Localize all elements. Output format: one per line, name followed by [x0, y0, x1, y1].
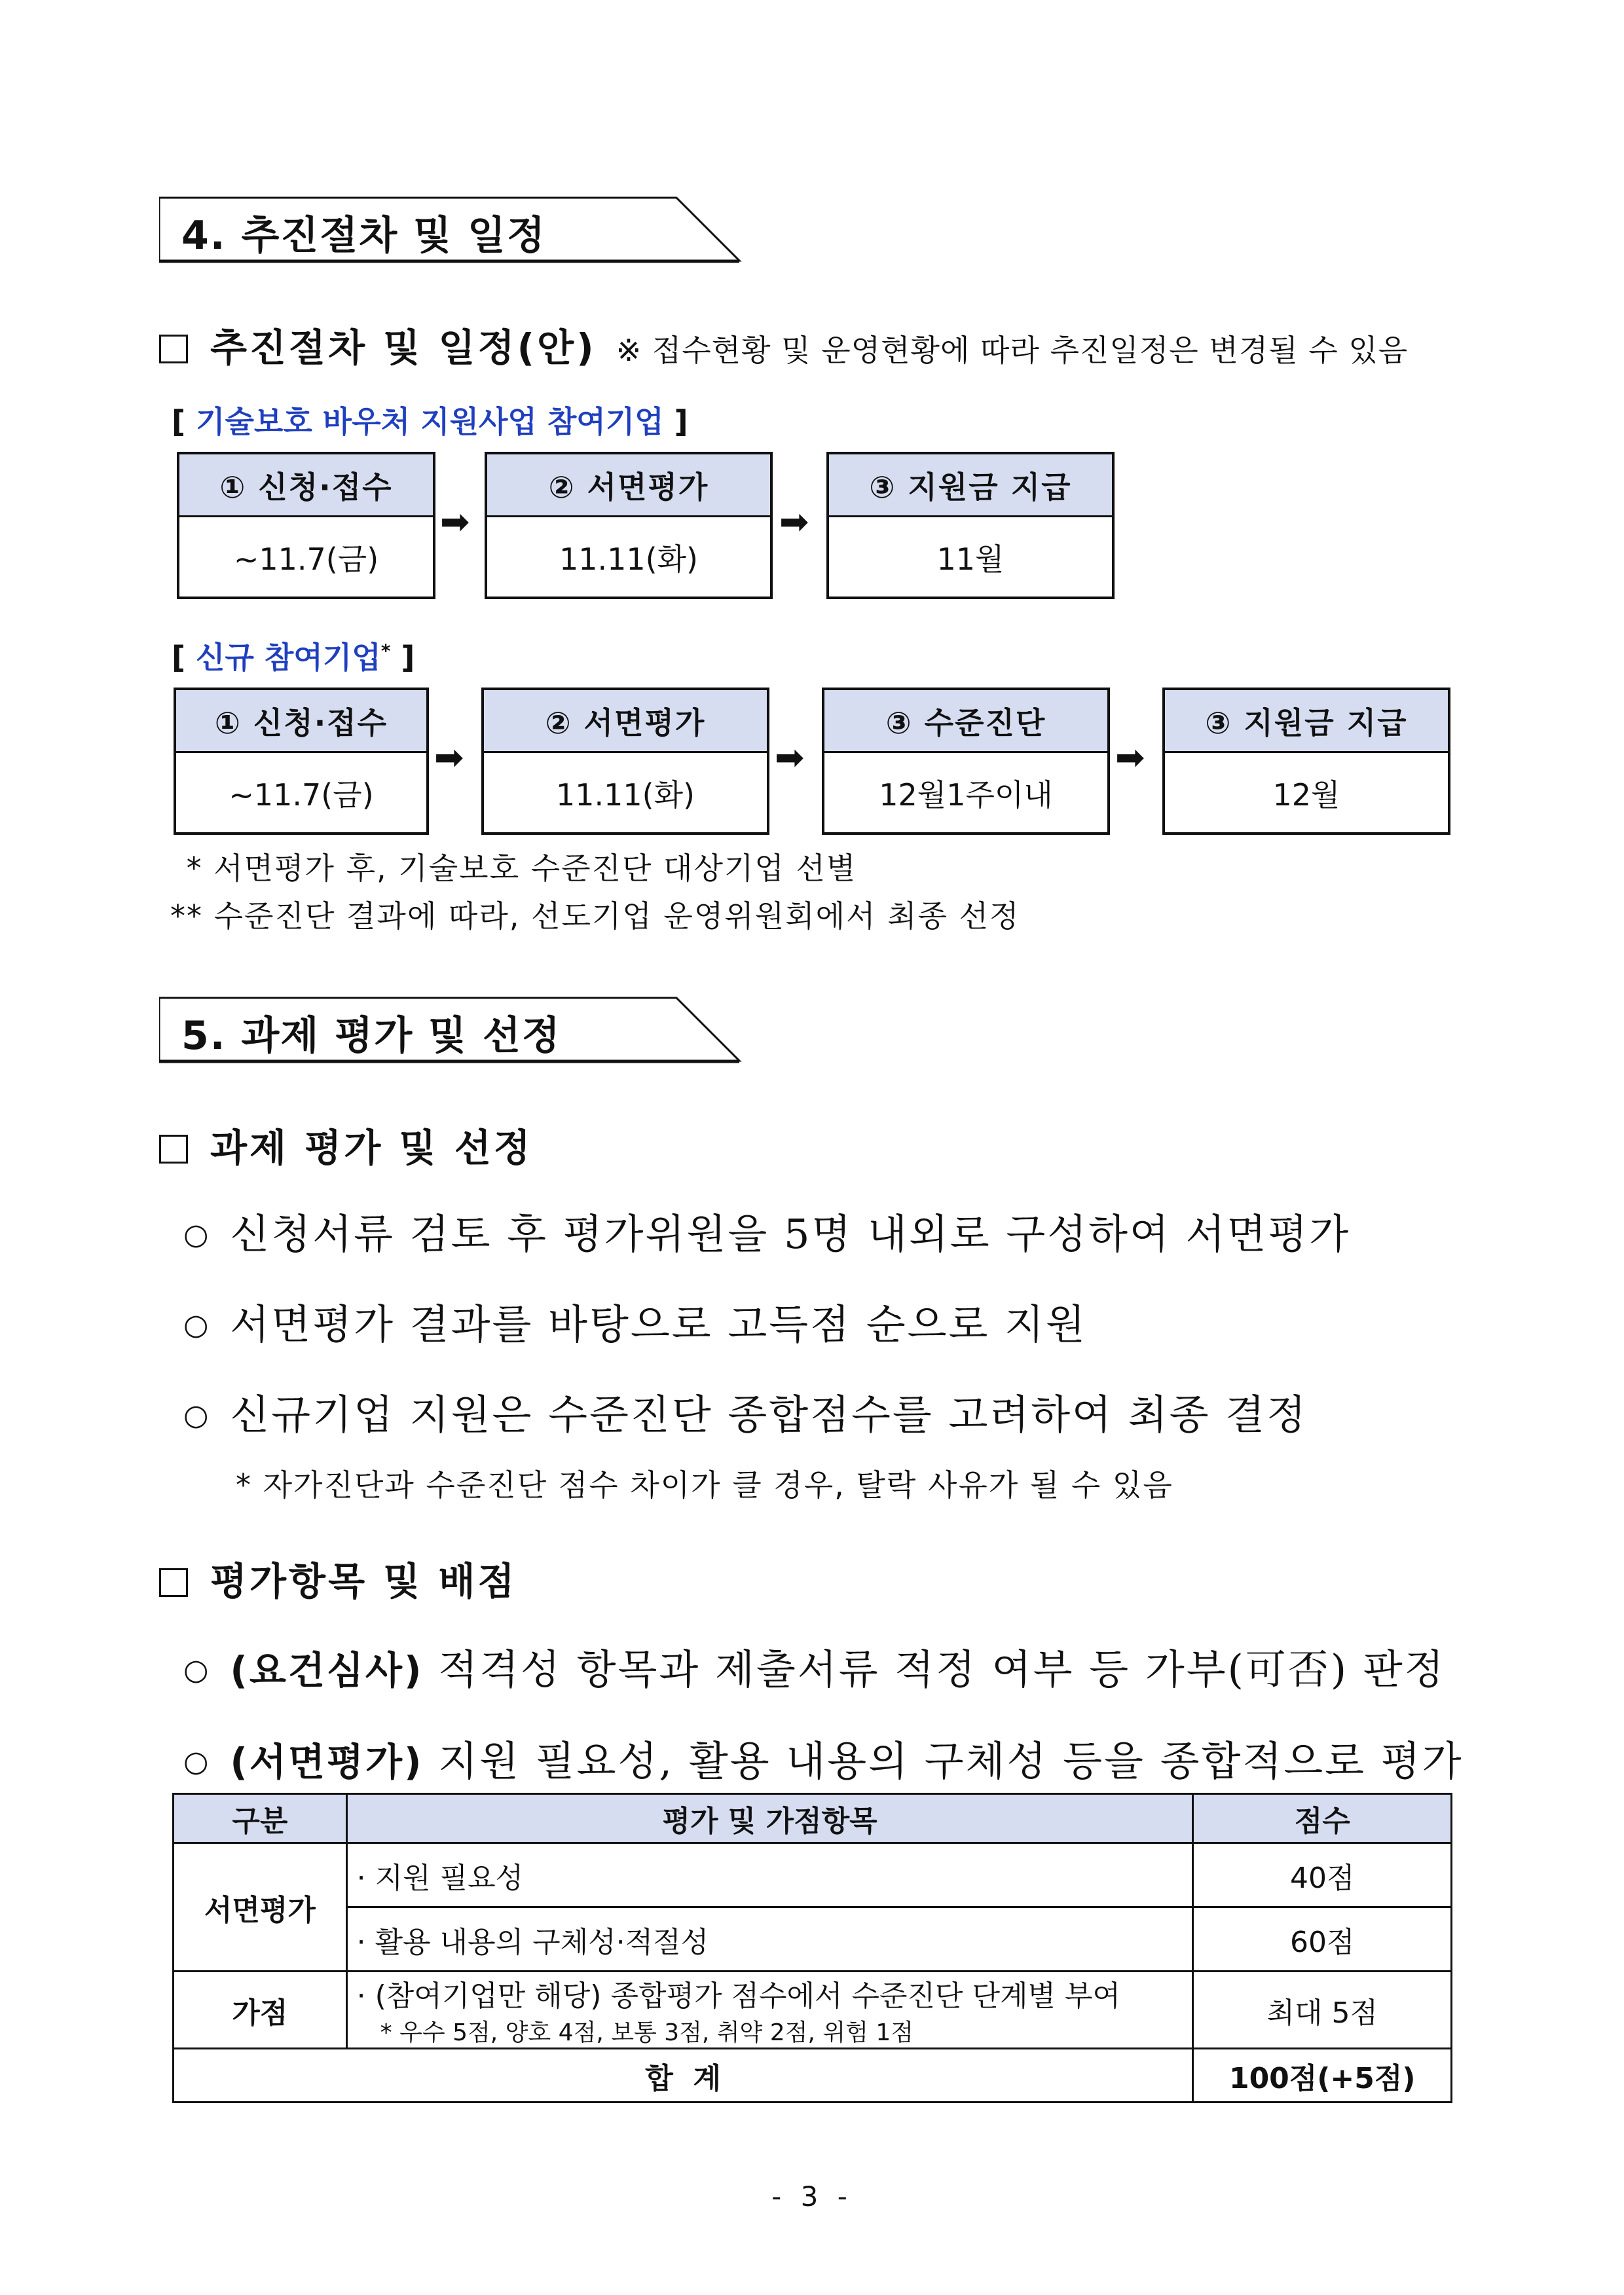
- flow-step-value: ~11.7(금): [233, 541, 379, 577]
- group1-label-text: 기술보호 바우처 지원사업 참여기업: [196, 404, 664, 439]
- table-item-text: · (참여기업만 해당) 종합평가 점수에서 수준진단 단계별 부여: [356, 1979, 1120, 2013]
- flow2-step2: [481, 688, 769, 835]
- flow-step-value: 11.11(화): [555, 777, 695, 813]
- square-bullet-icon: [159, 335, 188, 363]
- table-score: 40점: [1193, 1843, 1452, 1907]
- table-header: 구분: [174, 1794, 347, 1843]
- flow2-step4: [1162, 688, 1450, 835]
- schedule-heading-note: ※ 접수현황 및 운영현황에 따라 추진일정은 변경될 수 있음: [616, 333, 1409, 368]
- table-row: [174, 1907, 1452, 1972]
- table-header-row: [174, 1794, 1452, 1843]
- evaluation-heading: [159, 1117, 533, 1172]
- flow-step-value: ~11.7(금): [229, 777, 374, 813]
- circle-bullet-icon: ○: [183, 1399, 211, 1432]
- table-category: 서면평가: [174, 1843, 347, 1972]
- section-5-title: 5. 과제 평가 및 선정: [181, 1013, 561, 1059]
- table-item-subnote: * 우수 5점, 양호 4점, 보통 3점, 취약 2점, 위험 1점: [380, 2019, 914, 2046]
- bullet-text: 지원 필요성, 활용 내용의 구체성 등을 종합적으로 평가: [423, 1737, 1464, 1785]
- right-arrow-icon: ➡: [1115, 737, 1145, 778]
- bullet-note: * 자가진단과 수준진단 점수 차이가 클 경우, 탈락 사유가 될 수 있음: [236, 1467, 1173, 1503]
- bullet-label: (요건심사): [230, 1648, 424, 1693]
- table-total-row: [174, 2049, 1452, 2102]
- group1-label: [172, 398, 688, 441]
- square-bullet-icon: [159, 1135, 188, 1164]
- circle-bullet-icon: ○: [183, 1653, 211, 1687]
- bracket-close: ]: [663, 404, 688, 439]
- flow2-step1: [174, 688, 429, 835]
- table-score: 최대 5점: [1193, 1972, 1452, 2049]
- flow-step-title: ① 신청·접수: [179, 454, 433, 517]
- table-header: 점수: [1193, 1794, 1452, 1843]
- circle-bullet-icon: ○: [183, 1218, 211, 1251]
- right-arrow-icon: ➡: [779, 501, 809, 542]
- table-total-score: 100점(+5점): [1193, 2049, 1452, 2102]
- bullet-item: [183, 1637, 1446, 1695]
- table-row: [174, 1972, 1452, 2049]
- flow-step-title: ③ 지원금 지급: [829, 454, 1112, 517]
- group2-label-text: 신규 참여기업: [196, 640, 381, 675]
- bullet-item: [183, 1292, 1087, 1350]
- flow1-step2: [485, 452, 773, 599]
- bracket-close: ]: [390, 640, 415, 675]
- scoring-heading: [159, 1551, 517, 1606]
- bullet-text: 적격성 항목과 제출서류 적정 여부 등 가부(可否) 판정: [423, 1645, 1446, 1693]
- flow-step-title: ③ 지원금 지급: [1165, 690, 1448, 753]
- bullet-text: 신청서류 검토 후 평가위원을 5명 내외로 구성하여 서면평가: [230, 1210, 1351, 1258]
- table-category: 가점: [174, 1972, 347, 2049]
- table-row: [174, 1843, 1452, 1907]
- section-4-header: [159, 195, 742, 263]
- bullet-item: [183, 1202, 1350, 1260]
- flow1-step1: [177, 452, 435, 599]
- footnote-2: ** 수준진단 결과에 따라, 선도기업 운영위원회에서 최종 선정: [170, 898, 1020, 934]
- flow-step-value: 12월1주이내: [879, 777, 1053, 813]
- flow-step-value: 11월: [936, 541, 1005, 577]
- circle-bullet-icon: ○: [183, 1745, 211, 1778]
- table-total-label: 합 계: [174, 2049, 1193, 2102]
- evaluation-heading-title: 과제 평가 및 선정: [210, 1126, 533, 1170]
- square-bullet-icon: [159, 1568, 188, 1597]
- bullet-text: 신규기업 지원은 수준진단 종합점수를 고려하여 최종 결정: [230, 1391, 1308, 1439]
- score-table: [172, 1793, 1452, 2103]
- bracket-open: [: [172, 404, 196, 439]
- table-item: · 활용 내용의 구체성·적절성: [346, 1907, 1193, 1972]
- flow2-step3: [822, 688, 1110, 835]
- flow-step-title: ② 서면평가: [487, 454, 770, 517]
- section-4-title: 4. 추진절차 및 일정: [181, 213, 546, 259]
- flow-step-title: ③ 수준진단: [824, 690, 1107, 753]
- footnote-mark: *: [380, 640, 391, 662]
- flow-step-value: 11.11(화): [559, 541, 699, 577]
- flow-step-title: ① 신청·접수: [176, 690, 426, 753]
- right-arrow-icon: ➡: [775, 737, 805, 778]
- bracket-open: [: [172, 640, 196, 675]
- group2-label: [172, 634, 415, 677]
- circle-bullet-icon: ○: [183, 1308, 211, 1342]
- section-5-header: [159, 995, 742, 1063]
- right-arrow-icon: ➡: [434, 737, 464, 778]
- table-item: [346, 1972, 1193, 2049]
- footnote-1: * 서면평가 후, 기술보호 수준진단 대상기업 선별: [175, 851, 857, 886]
- flow-step-title: ② 서면평가: [484, 690, 767, 753]
- flow1-step3: [826, 452, 1115, 599]
- table-item: · 지원 필요성: [346, 1843, 1193, 1907]
- page-number: - 3 -: [771, 2180, 853, 2212]
- table-score: 60점: [1193, 1907, 1452, 1972]
- table-header: 평가 및 가점항목: [346, 1794, 1193, 1843]
- flow-step-value: 12월: [1272, 777, 1340, 813]
- schedule-heading: [159, 317, 1408, 372]
- scoring-heading-title: 평가항목 및 배점: [210, 1559, 517, 1604]
- bullet-item: [183, 1729, 1464, 1787]
- bullet-item: [183, 1382, 1308, 1441]
- bullet-text: 서면평가 결과를 바탕으로 고득점 순으로 지원: [230, 1300, 1087, 1348]
- right-arrow-icon: ➡: [440, 501, 470, 542]
- schedule-heading-title: 추진절차 및 일정(안): [210, 325, 597, 370]
- bullet-label: (서면평가): [230, 1740, 424, 1784]
